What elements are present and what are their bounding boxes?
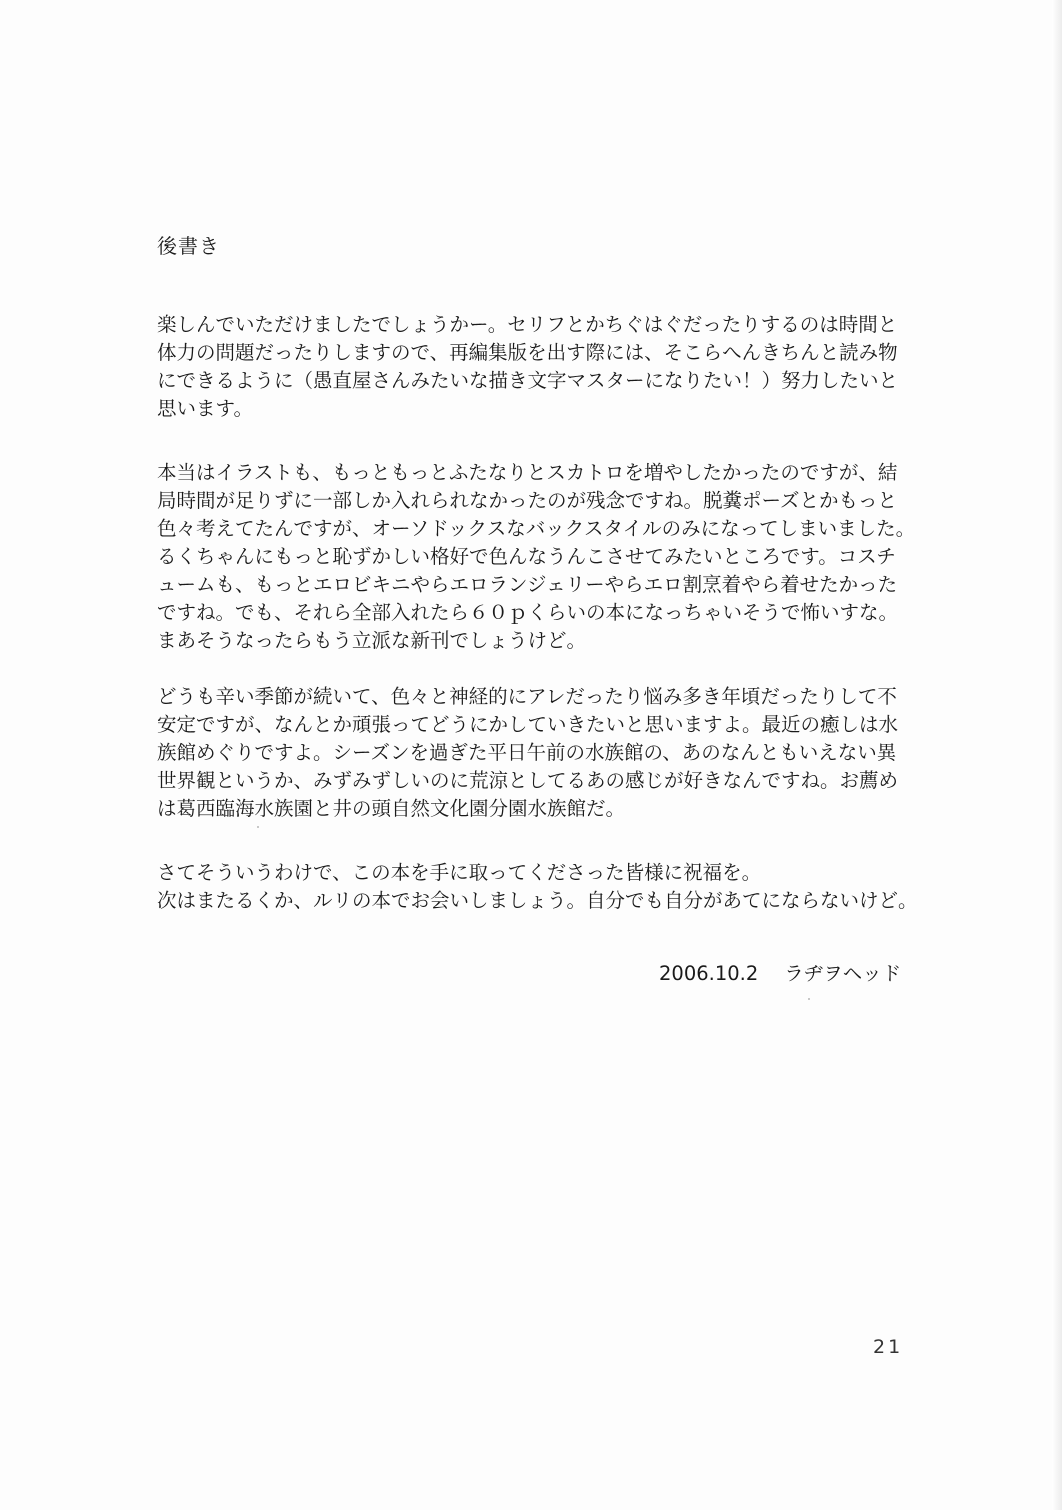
page-number: 21 [873, 1336, 904, 1358]
text-line: 本当はイラストも、もっともっとふたなりとスカトロを増やしたかったのですが、結 [157, 461, 898, 484]
text-line: 世界観というか、みずみずしいのに荒涼としてるあの感じが好きなんですね。お薦め [157, 769, 899, 792]
print-speck [808, 998, 810, 1000]
text-line: どうも辛い季節が続いて、色々と神経的にアレだったり悩み多き年頃だったりして不 [157, 685, 897, 708]
text-line: は葛西臨海水族園と井の頭自然文化園分園水族館だ。 [157, 797, 626, 820]
text-line: 体力の問題だったりしますので、再編集版を出す際には、そこらへんきちんと読み物 [157, 341, 898, 364]
text-line: にできるように（愚直屋さんみたいな描き文字マスターになりたい！）努力したいと [157, 369, 899, 392]
paragraph-2 [157, 459, 915, 655]
page-edge-shadow [1052, 0, 1062, 1510]
text-line: 思います。 [157, 397, 253, 420]
paragraph-1 [157, 311, 898, 423]
text-line: 局時間が足りずに一部しか入れられなかったのが残念ですね。脱糞ポーズとかもっと [157, 489, 898, 512]
signature-author: ラヂヲヘッド [784, 962, 902, 985]
text-line: さてそういうわけで、この本を手に取ってくださった皆様に祝福を。 [157, 861, 762, 884]
text-line: まあそうなったらもう立派な新刊でしょうけど。 [157, 629, 587, 652]
signature [659, 960, 901, 988]
paragraph-3 [157, 683, 898, 823]
text-line: 次はまたるくか、ルリの本でお会いしましょう。自分でも自分があてにならないけど。 [157, 889, 918, 912]
signature-date: 2006.10.2 [659, 962, 759, 985]
text-line: 族館めぐりですよ。シーズンを過ぎた平日午前の水族館の、あのなんともいえない異 [157, 741, 897, 764]
text-line: 安定ですが、なんとか頑張ってどうにかしていきたいと思いますよ。最近の癒しは水 [157, 713, 899, 736]
text-line: るくちゃんにもっと恥ずかしい格好で色んなうんこさせてみたいところです。コスチ [157, 545, 896, 568]
text-line: 色々考えてたんですが、オーソドックスなバックスタイルのみになってしまいました。 [157, 517, 916, 540]
text-line: ですね。でも、それら全部入れたら６０ｐくらいの本になっちゃいそうで怖いすな。 [157, 601, 899, 624]
afterword-heading: 後書き [157, 234, 220, 258]
text-line: ュームも、もっとエロビキニやらエロランジェリーやらエロ割烹着やら着せたかった [157, 573, 898, 596]
text-line: 楽しんでいただけましたでしょうかー。セリフとかちぐはぐだったりするのは時間と [157, 313, 898, 336]
print-speck [257, 826, 259, 828]
paragraph-4 [157, 859, 918, 915]
